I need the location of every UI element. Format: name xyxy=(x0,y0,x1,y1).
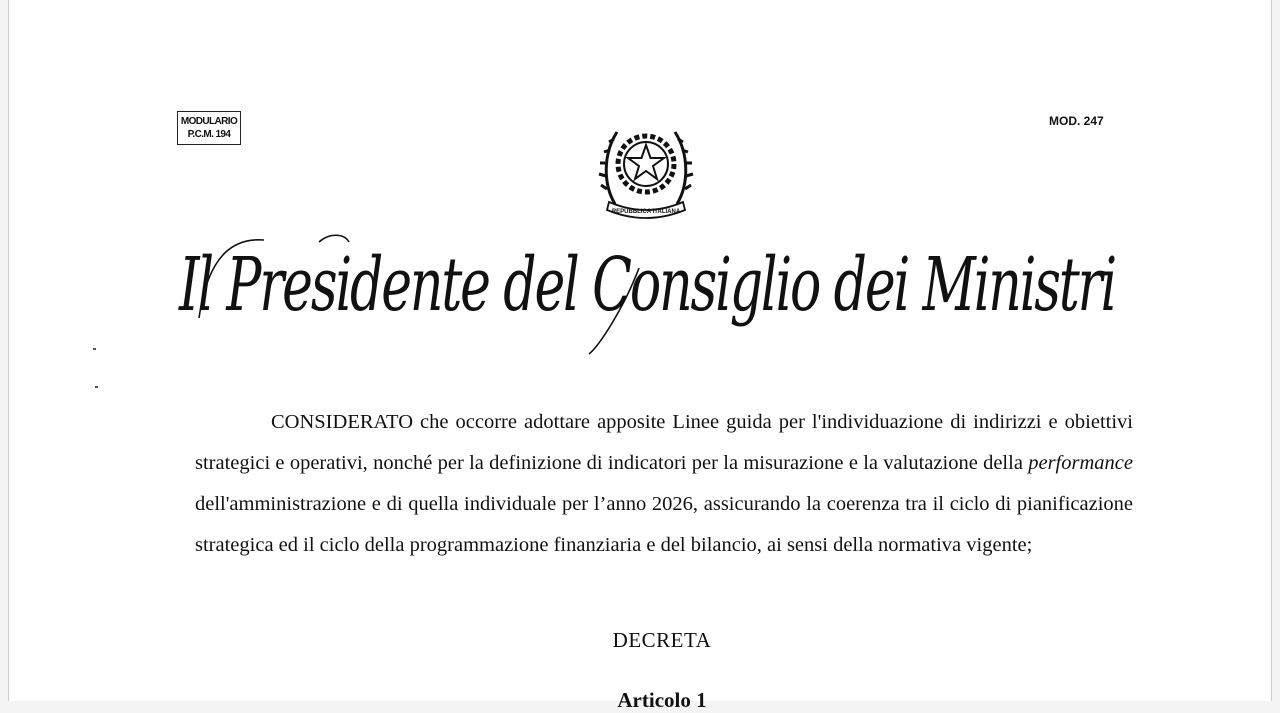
considerato-paragraph xyxy=(195,402,1133,566)
model-number: MOD. 247 xyxy=(1049,114,1104,128)
scan-speck xyxy=(93,348,96,350)
decreta-heading: DECRETA xyxy=(612,628,712,652)
considerato-lead: CONSIDERATO xyxy=(271,411,413,433)
modulario-box xyxy=(177,111,241,145)
considerato-text-1: che occorre adottare apposite Linee guida per l'individuazione di indirizzi e obiettivi strategici e operativi, nonché per la definizione di indicatori per la misurazione e la valutazione della xyxy=(195,411,1133,474)
articolo-heading: Articolo 1 xyxy=(617,688,707,712)
modulario-line-2: P.C.M. 194 xyxy=(187,129,231,140)
considerato-text-2: dell'amministrazione e di quella individuale per l’anno 2026, assicurando la coerenza tra il ciclo di pianificazione strategica ed il ciclo della programmazione finanziaria e del bilancio, ai sensi della normativa vigente; xyxy=(195,493,1133,556)
italian-republic-emblem-icon xyxy=(595,114,697,224)
document-page xyxy=(8,0,1272,712)
scan-speck xyxy=(95,386,98,388)
modulario-line-1: MODULARIO xyxy=(180,116,238,127)
considerato-italic: performance xyxy=(1028,452,1133,474)
emblem-motto: REPUBBLICA ITALIANA xyxy=(611,209,681,215)
president-title: Il Presidente del Consiglio dei Ministri xyxy=(177,242,1115,328)
title-heading xyxy=(169,228,1129,368)
